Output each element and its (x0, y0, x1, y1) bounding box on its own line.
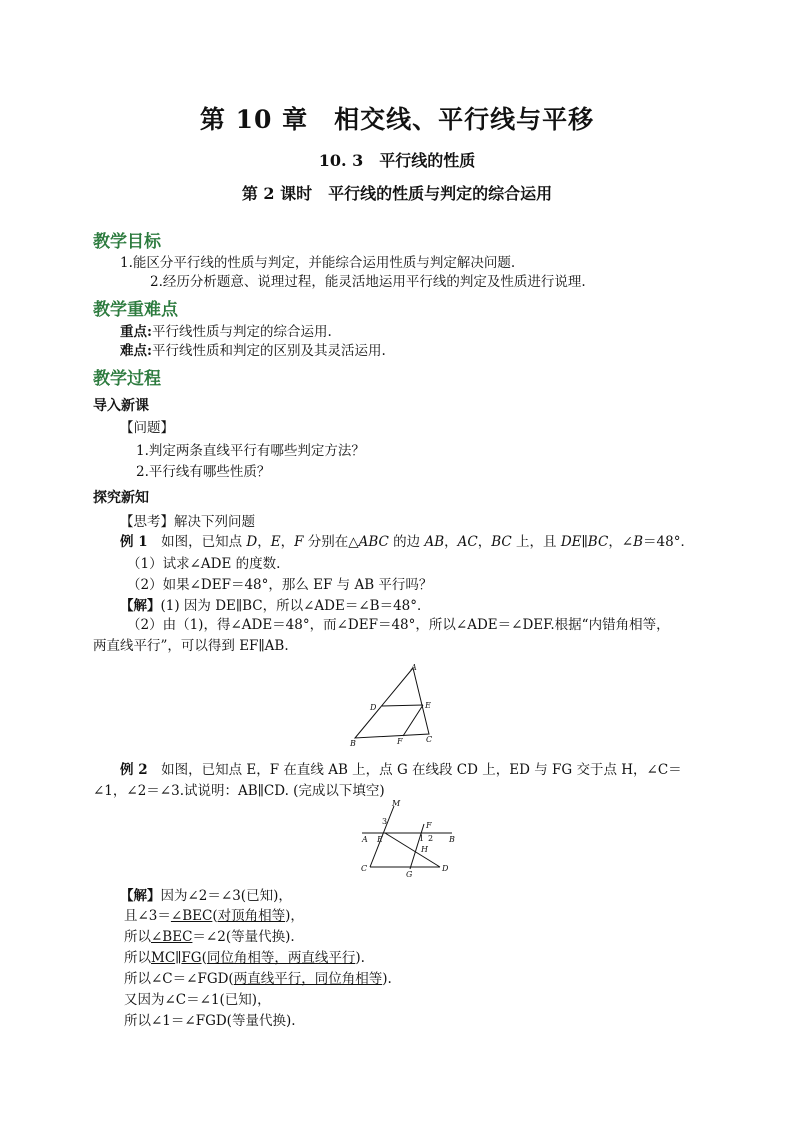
think-label: 【思考】 (120, 514, 174, 530)
solution2-line3: 所以∠BEC＝∠2(等量代换). (124, 929, 295, 945)
fig1-label-D: D (370, 703, 377, 712)
solution2-line6: 又因为∠C＝∠1(已知)， (124, 992, 271, 1008)
figure-2-parallel-lines (356, 798, 460, 878)
fig2-label-H: H (421, 845, 428, 854)
question-label: 【问题】 (120, 420, 174, 436)
example2-label: 例 2 (120, 762, 148, 778)
example1-label: 例 1 (120, 534, 148, 550)
difficulty-label: 难点: (120, 343, 152, 359)
difficulty-text: 平行线性质和判定的区别及其灵活运用. (151, 343, 386, 359)
example1-sol1: 【解】(1) 因为 DE∥BC，所以∠ADE＝∠B＝48°． (120, 598, 431, 614)
fill-blank-2: 对顶角相等 (217, 908, 286, 924)
fig1-label-F: F (397, 737, 403, 746)
fill-blank-6: 同位角相等，两直线平行 (206, 950, 356, 966)
example1-sol2b: 两直线平行”，可以得到 EF∥AB. (93, 638, 289, 654)
think-text: 解决下列问题 (174, 514, 255, 530)
fig2-label-B: B (449, 835, 455, 844)
focus-text: 平行线性质与判定的综合运用. (151, 324, 332, 340)
fill-blank-3: ∠BEC (151, 929, 193, 945)
goal-item-1: 1.能区分平行线的性质与判定，并能综合运用性质与判定解决问题. (120, 255, 516, 271)
solution2-line1: 【解】因为∠2＝∠3(已知)， (120, 888, 292, 904)
fig2-label-3: 3 (382, 817, 388, 826)
section-title: 10. 3 平行线的性质 (318, 151, 476, 170)
solution2-line7: 所以∠1＝∠FGD(等量代换). (124, 1013, 296, 1029)
fig1-label-C: C (426, 735, 433, 744)
example1-statement: 例 1 如图，已知点 D，E，F 分别在△ABC 的边 AB，AC，BC 上，且 DE∥BC，∠B＝48°． (120, 534, 694, 550)
fill-blank-1: ∠BEC (170, 908, 213, 924)
fig2-label-2: 2 (428, 834, 434, 843)
think-line (120, 510, 255, 530)
fig1-label-B: B (350, 739, 356, 748)
example1-sol2a: （2）由（1)，得∠ADE＝48°，而∠DEF＝48°，所以∠ADE＝∠DEF.根据“内错角相等， (127, 617, 670, 633)
fig2-label-1: 1 (419, 834, 425, 843)
focus-line (120, 320, 332, 340)
focus-label: 重点: (120, 324, 152, 340)
lesson-title: 第 2 课时 平行线的性质与判定的综合运用 (241, 184, 553, 203)
chapter-title: 第 10 章 相交线、平行线与平移 (199, 105, 595, 134)
fig2-label-G: G (406, 870, 413, 878)
question-1: 1.判定两条直线平行有哪些判定方法？ (136, 443, 365, 459)
solution2-line4: 所以MC∥FG(同位角相等，两直线平行). (124, 950, 365, 966)
goals-heading: 教学目标 (93, 232, 161, 252)
figure-1-triangle (345, 662, 445, 748)
fig2-label-A: A (362, 835, 368, 844)
solution2-label: 【解】 (120, 888, 161, 904)
process-heading: 教学过程 (93, 369, 161, 389)
solution2-line2: 且∠3＝∠BEC(对顶角相等)， (124, 908, 304, 924)
fill-blank-7: 两直线平行，同位角相等 (233, 971, 383, 987)
example1-q1: （1）试求∠ADE 的度数. (127, 556, 281, 572)
intro-heading: 导入新课 (93, 398, 149, 414)
fig1-label-A: A (411, 663, 417, 672)
solution-label: 【解】 (120, 598, 161, 614)
fig2-label-F: F (426, 821, 432, 830)
solution2-line5: 所以∠C＝∠FGD(两直线平行，同位角相等). (124, 971, 392, 987)
explore-heading: 探究新知 (93, 490, 149, 506)
example2-line1: 例 2 如图，已知点 E，F 在直线 AB 上，点 G 在线段 CD 上，ED 与 FG 交于点 H，∠C＝ (120, 762, 682, 778)
question-2: 2.平行线有哪些性质？ (136, 464, 271, 480)
example1-q2: （2）如果∠DEF＝48°，那么 EF 与 AB 平行吗？ (127, 577, 433, 593)
key-points-heading: 教学重难点 (93, 300, 178, 320)
fig2-label-D: D (442, 864, 449, 873)
fig1-label-E: E (425, 701, 431, 710)
difficulty-line (120, 339, 386, 359)
goal-item-2: 2.经历分析题意、说理过程，能灵活地运用平行线的判定及性质进行说理. (150, 274, 586, 290)
fig2-label-M: M (392, 799, 401, 808)
fig2-label-E: E (377, 835, 383, 844)
fill-blank-5: FG (181, 950, 202, 966)
example2-line2: ∠1，∠2＝∠3.试说明：AB∥CD. (完成以下填空) (93, 783, 385, 799)
fig2-label-C: C (361, 864, 368, 873)
fill-blank-4: MC (151, 950, 176, 966)
